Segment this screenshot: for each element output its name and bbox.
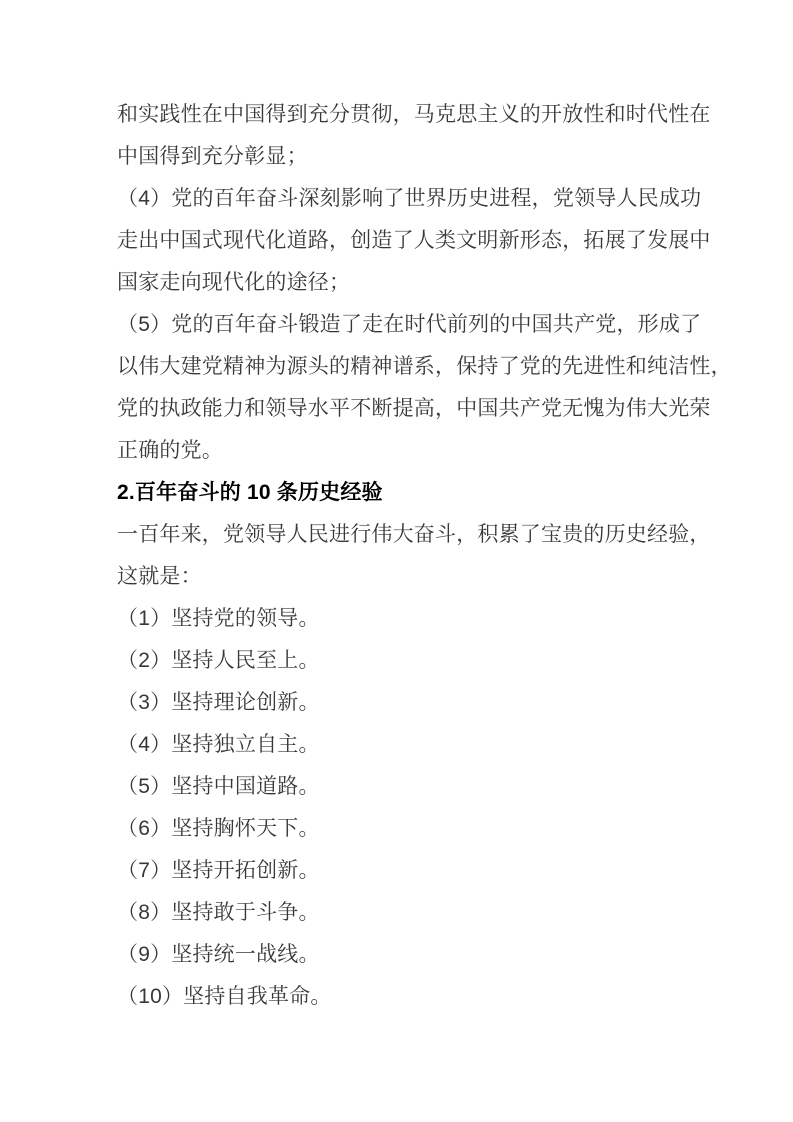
- text-line: （1）坚持党的领导。: [117, 607, 320, 630]
- text-line: （7）坚持开拓创新。: [117, 859, 320, 882]
- text-line: （4）坚持独立自主。: [117, 733, 320, 756]
- text-line: （6）坚持胸怀天下。: [117, 817, 320, 840]
- text-line: （2）坚持人民至上。: [117, 649, 320, 672]
- text-line: （5）坚持中国道路。: [117, 775, 320, 798]
- text-line: 这就是：: [117, 565, 202, 588]
- document-body: [117, 94, 732, 1018]
- text-line: （4）党的百年奋斗深刻影响了世界历史进程，党领导人民成功: [117, 187, 702, 210]
- text-line: 以伟大建党精神为源头的精神谱系，保持了党的先进性和纯洁性，: [117, 355, 732, 378]
- text-line: 一百年来，党领导人民进行伟大奋斗，积累了宝贵的历史经验，: [117, 523, 711, 546]
- text-line: 国家走向现代化的途径；: [117, 271, 351, 294]
- text-line: 中国得到充分彰显；: [117, 145, 308, 168]
- text-line: 走出中国式现代化道路，创造了人类文明新形态，拓展了发展中: [117, 229, 711, 252]
- text-line: （10）坚持自我革命。: [117, 985, 332, 1008]
- text-line: 正确的党。: [117, 439, 223, 462]
- text-line: 党的执政能力和领导水平不断提高，中国共产党无愧为伟大光荣: [117, 397, 711, 420]
- text-line: （3）坚持理论创新。: [117, 691, 320, 714]
- text-line: （5）党的百年奋斗锻造了走在时代前列的中国共产党，形成了: [117, 313, 702, 336]
- text-line: （9）坚持统一战线。: [117, 943, 320, 966]
- text-line: 和实践性在中国得到充分贯彻，马克思主义的开放性和时代性在: [117, 103, 711, 126]
- section-heading: 2.百年奋斗的 10 条历史经验: [117, 481, 383, 504]
- text-line: （8）坚持敢于斗争。: [117, 901, 320, 924]
